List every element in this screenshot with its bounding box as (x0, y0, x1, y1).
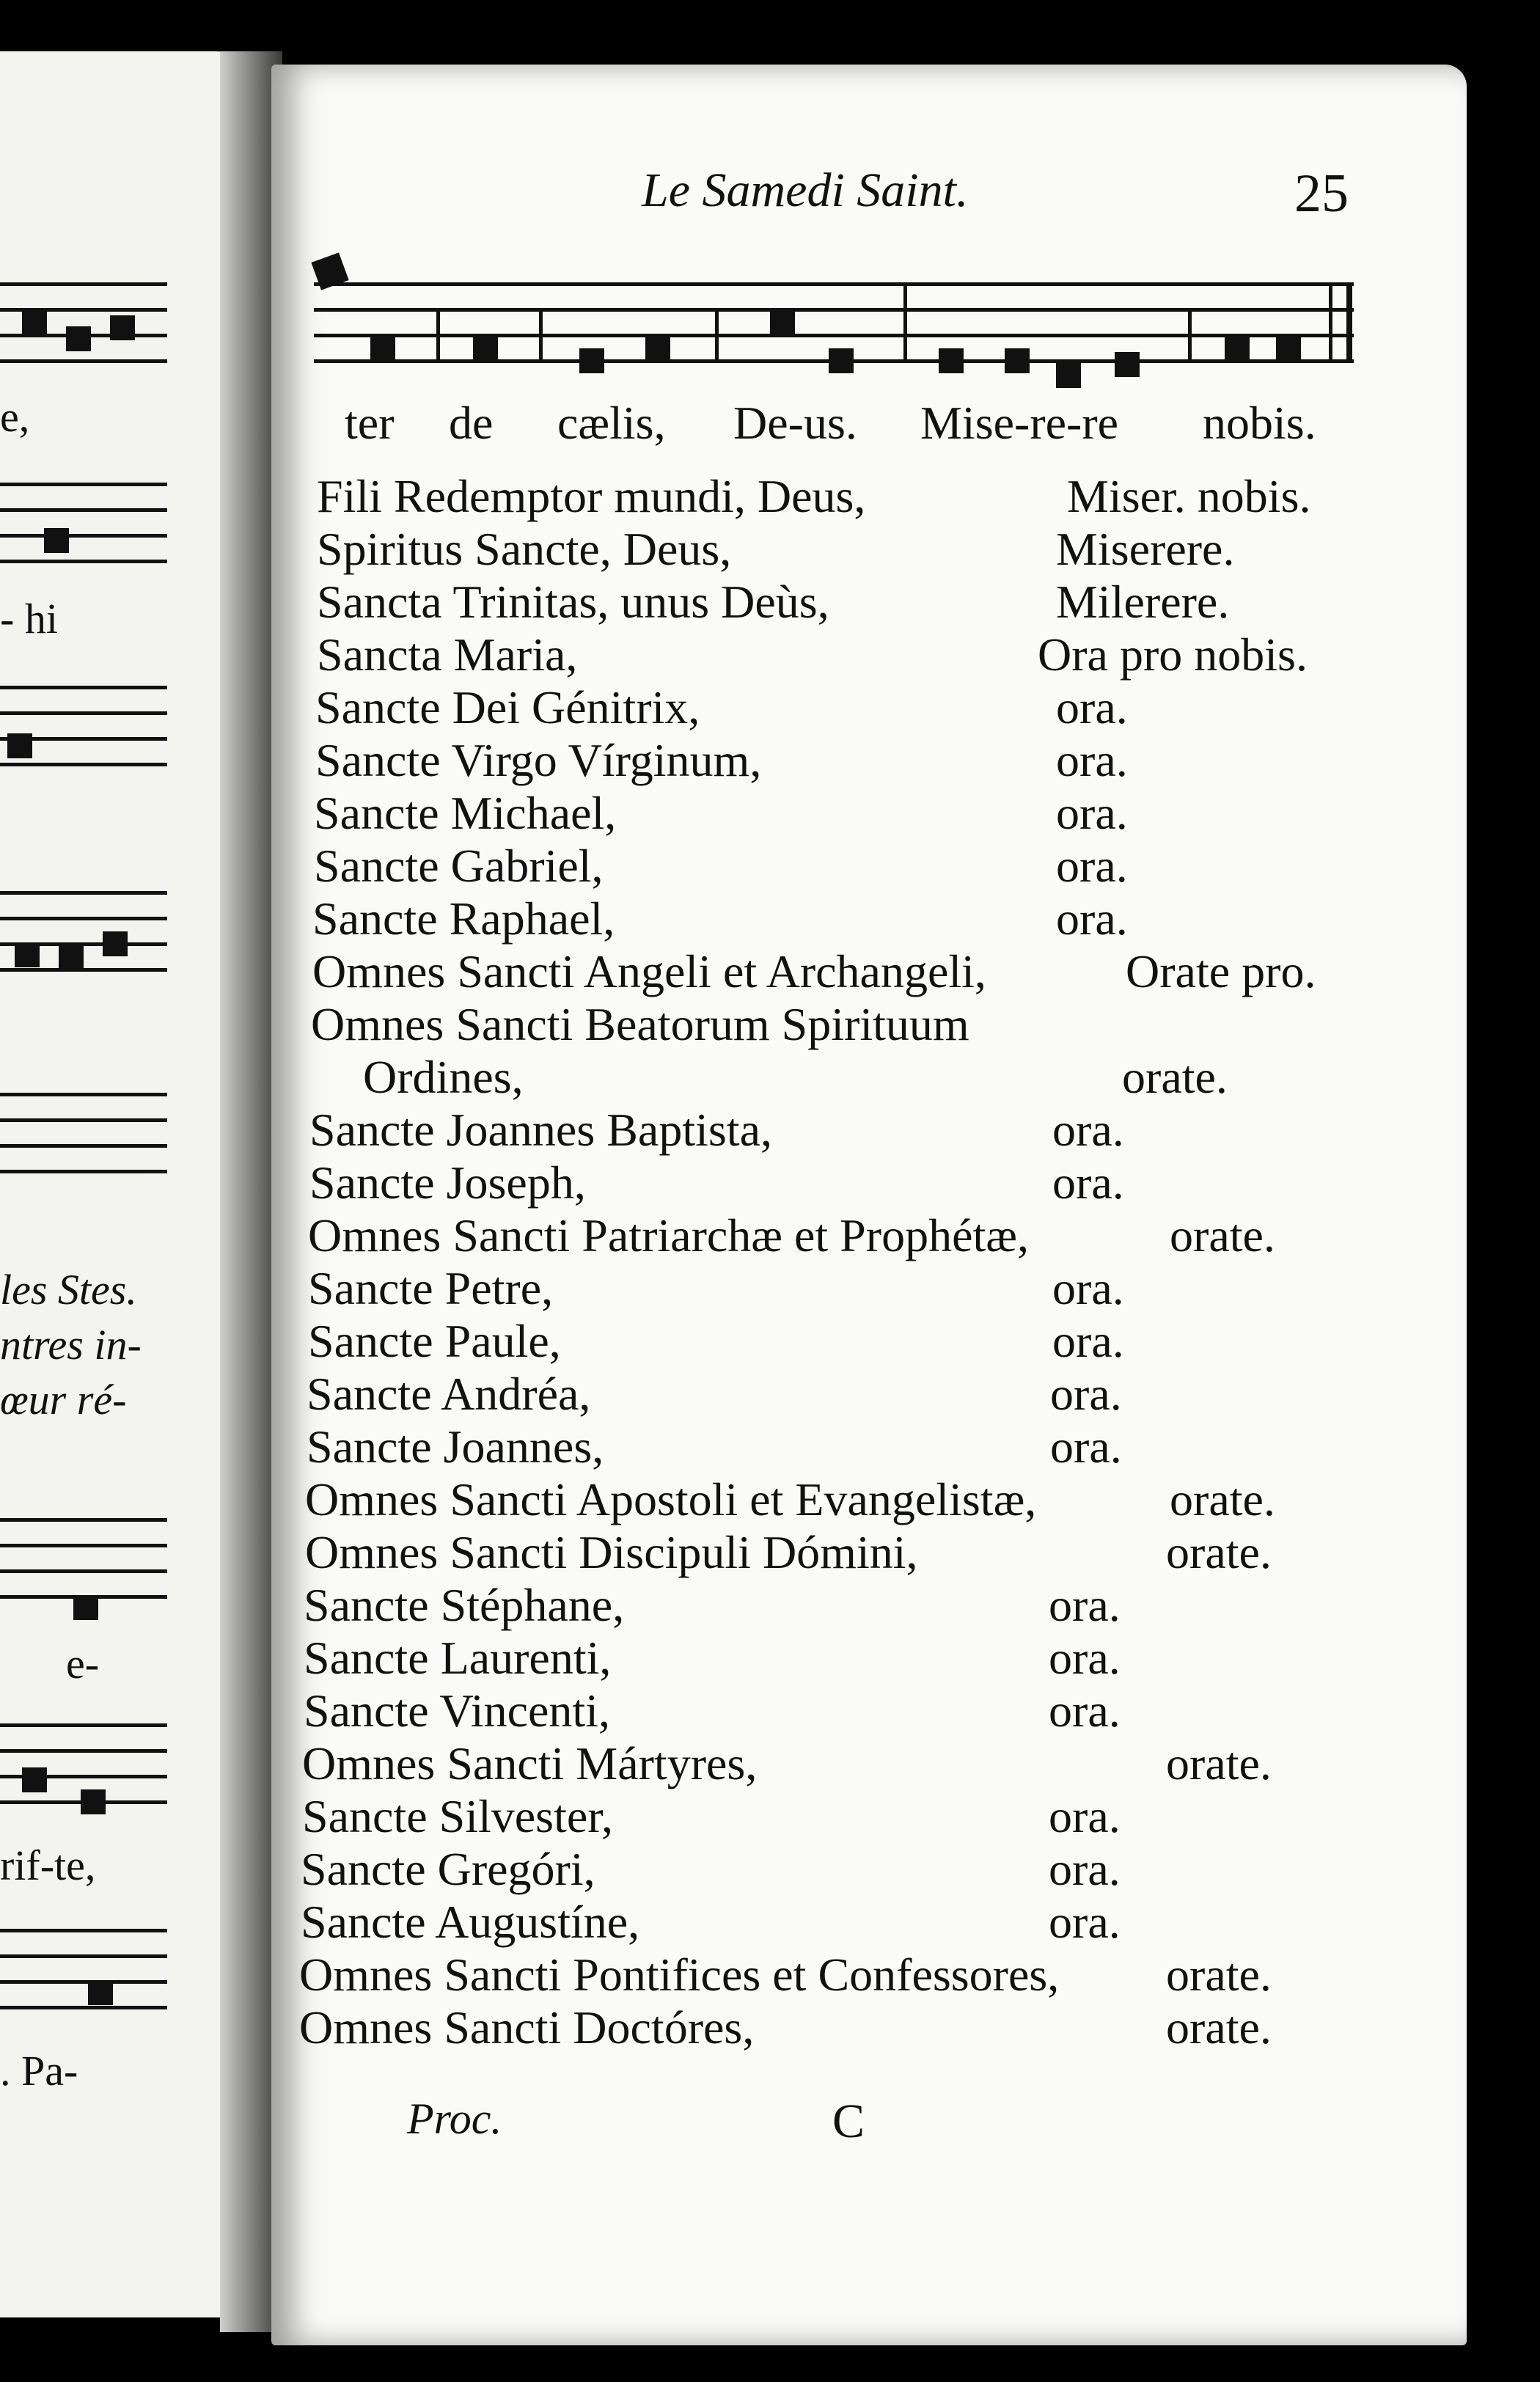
bar-line (1188, 308, 1192, 359)
litany-invocation: Sancte Joannes Baptista, (309, 1104, 772, 1156)
litany-invocation: Fili Redemptor mundi, Deus, (317, 470, 866, 522)
litany-invocation: Sancte Laurenti, (304, 1632, 612, 1684)
chant-note (579, 348, 604, 373)
litany-response: orate. (1166, 2001, 1272, 2053)
litany-invocation: Sancte Augustíne, (301, 1896, 640, 1948)
litany-response: ora. (1056, 787, 1128, 839)
left-page-fragment: ntres in- (0, 1321, 142, 1368)
staff-line (0, 1980, 167, 1984)
staff-line (0, 891, 167, 895)
litany-response: orate. (1170, 1473, 1275, 1525)
litany-invocation: Omnes Sancti Pontifices et Confessores, (299, 1949, 1060, 2001)
left-page-fragment: les Stes. (0, 1266, 137, 1313)
chant-note (7, 733, 32, 758)
bar-line (715, 308, 719, 359)
litany-invocation: Omnes Sancti Patriarchæ et Prophétæ, (308, 1209, 1029, 1261)
staff-line (0, 2006, 167, 2009)
chant-syllable: De-us. (733, 397, 857, 449)
litany-response: ora. (1052, 1315, 1124, 1367)
chant-note (81, 1789, 106, 1814)
chant-note (939, 348, 964, 373)
bar-line (436, 308, 440, 359)
chant-syllable: ter (345, 397, 395, 449)
chant-note (1005, 348, 1030, 373)
staff-line (0, 483, 167, 486)
chant-note (44, 528, 69, 553)
staff-line (0, 917, 167, 920)
litany-invocation: Spiritus Sancte, Deus, (317, 523, 732, 575)
final-bar (1329, 282, 1332, 359)
staff-line (0, 1144, 167, 1148)
litany-invocation: Sancte Virgo Vírginum, (315, 734, 762, 786)
litany-invocation: Sancte Raphael, (312, 893, 615, 945)
litany-response: Orate pro. (1126, 945, 1316, 997)
chant-note (1115, 352, 1140, 377)
litany-invocation: Sancte Michael, (314, 787, 617, 839)
litany-invocation: Sancte Gregóri, (301, 1843, 595, 1895)
running-head: Le Samedi Saint. (642, 164, 969, 217)
staff-line (314, 308, 1354, 312)
litany-response: orate. (1170, 1209, 1275, 1261)
litany-response: Milerere. (1056, 576, 1230, 628)
left-page-fragment: . Pa- (0, 2047, 78, 2095)
staff-line (314, 334, 1354, 337)
chant-note (829, 348, 854, 373)
staff-line (0, 1518, 167, 1522)
litany-invocation: Ordines, (363, 1051, 524, 1103)
litany-invocation: Sancte Silvester, (302, 1790, 613, 1842)
staff-line (0, 1929, 167, 1932)
litany-invocation: Sancte Stéphane, (304, 1579, 625, 1631)
staff-line (0, 359, 167, 363)
staff-line (0, 560, 167, 563)
litany-response: Miser. nobis. (1067, 470, 1311, 522)
chant-note (88, 1980, 113, 2005)
litany-invocation: Omnes Sancti Angeli et Archangeli, (312, 945, 986, 997)
litany-response: ora. (1049, 1632, 1121, 1684)
bar-line (903, 282, 907, 359)
litany-response: ora. (1056, 893, 1128, 945)
left-page-fragment: e- (66, 1640, 100, 1687)
litany-invocation: Sancta Maria, (317, 629, 578, 681)
staff-line (0, 1170, 167, 1173)
litany-invocation: Sancte Gabriel, (314, 840, 604, 892)
litany-invocation: Omnes Sancti Mártyres, (302, 1737, 758, 1789)
chant-note (22, 312, 47, 337)
left-page-fragment: - hi (0, 595, 58, 642)
litany-response: orate. (1122, 1051, 1228, 1103)
chant-note (473, 336, 498, 361)
chant-syllable: de (449, 397, 494, 449)
staff-line (0, 1954, 167, 1958)
chant-note (110, 315, 135, 340)
litany-response: ora. (1049, 1579, 1121, 1631)
chant-syllable: Mise-re-re (920, 397, 1119, 449)
chant-note (370, 336, 395, 361)
litany-response: ora. (1049, 1896, 1121, 1948)
chant-note (59, 946, 84, 971)
staff-line (0, 711, 167, 715)
staff-line (0, 1749, 167, 1753)
chant-syllable: nobis. (1203, 397, 1316, 449)
litany-invocation: Sancte Paule, (308, 1315, 561, 1367)
chant-note (1225, 336, 1250, 361)
litany-invocation: Sancte Joannes, (307, 1421, 604, 1473)
staff-line (0, 763, 167, 766)
gathering-mark: C (832, 2095, 865, 2148)
staff-line (0, 1118, 167, 1122)
litany-response: ora. (1056, 734, 1128, 786)
staff-line (0, 282, 167, 286)
chant-note (15, 942, 40, 967)
chant-note (1276, 336, 1301, 361)
litany-response: ora. (1050, 1421, 1122, 1473)
left-page-fragment: e, (0, 393, 30, 441)
litany-response: Ora pro nobis. (1038, 629, 1308, 681)
litany-invocation: Omnes Sancti Beatorum Spirituum (311, 998, 969, 1050)
chant-note (645, 336, 670, 361)
final-bar (1346, 282, 1352, 359)
litany-invocation: Sancte Andréa, (307, 1368, 591, 1420)
chant-note (73, 1595, 98, 1620)
litany-invocation: Sancte Joseph, (309, 1157, 586, 1209)
litany-response: Miserere. (1056, 523, 1235, 575)
page-number: 25 (1294, 164, 1349, 224)
staff-line (0, 1723, 167, 1727)
chant-note (770, 312, 795, 337)
chant-note (103, 931, 128, 956)
staff-line (0, 1093, 167, 1096)
litany-invocation: Sancte Petre, (308, 1262, 554, 1314)
staff-line (0, 1544, 167, 1547)
bar-line (539, 308, 543, 359)
litany-response: ora. (1056, 681, 1128, 733)
litany-invocation: Omnes Sancti Apostoli et Evangelistæ, (305, 1473, 1037, 1525)
staff-line (0, 534, 167, 538)
litany-response: ora. (1050, 1368, 1122, 1420)
litany-response: ora. (1056, 840, 1128, 892)
litany-response: ora. (1052, 1262, 1124, 1314)
litany-invocation: Sancte Vincenti, (304, 1685, 610, 1737)
litany-response: ora. (1052, 1104, 1124, 1156)
litany-response: orate. (1166, 1737, 1272, 1789)
left-facing-page (0, 51, 246, 2317)
litany-invocation: Sancte Dei Génitrix, (315, 681, 700, 733)
litany-response: orate. (1166, 1949, 1272, 2001)
chant-note (22, 1767, 47, 1792)
left-page-fragment: œur ré- (0, 1376, 127, 1423)
staff-line (0, 508, 167, 512)
chant-syllable: cælis, (557, 397, 666, 449)
chant-note (66, 326, 91, 351)
staff-line (314, 282, 1354, 286)
litany-invocation: Omnes Sancti Discipuli Dómini, (305, 1526, 918, 1578)
litany-invocation: Omnes Sancti Doctóres, (299, 2001, 755, 2053)
litany-response: orate. (1166, 1526, 1272, 1578)
litany-response: ora. (1049, 1843, 1121, 1895)
litany-response: ora. (1052, 1157, 1124, 1209)
litany-invocation: Sancta Trinitas, unus Deùs, (317, 576, 829, 628)
signature-mark: Proc. (407, 2095, 502, 2143)
staff-line (0, 1569, 167, 1573)
litany-response: ora. (1049, 1790, 1121, 1842)
litany-response: ora. (1049, 1685, 1121, 1737)
left-page-fragment: rif-te, (0, 1842, 96, 1889)
chant-note (1056, 363, 1081, 388)
staff-line (0, 686, 167, 689)
staff-line (0, 968, 167, 972)
